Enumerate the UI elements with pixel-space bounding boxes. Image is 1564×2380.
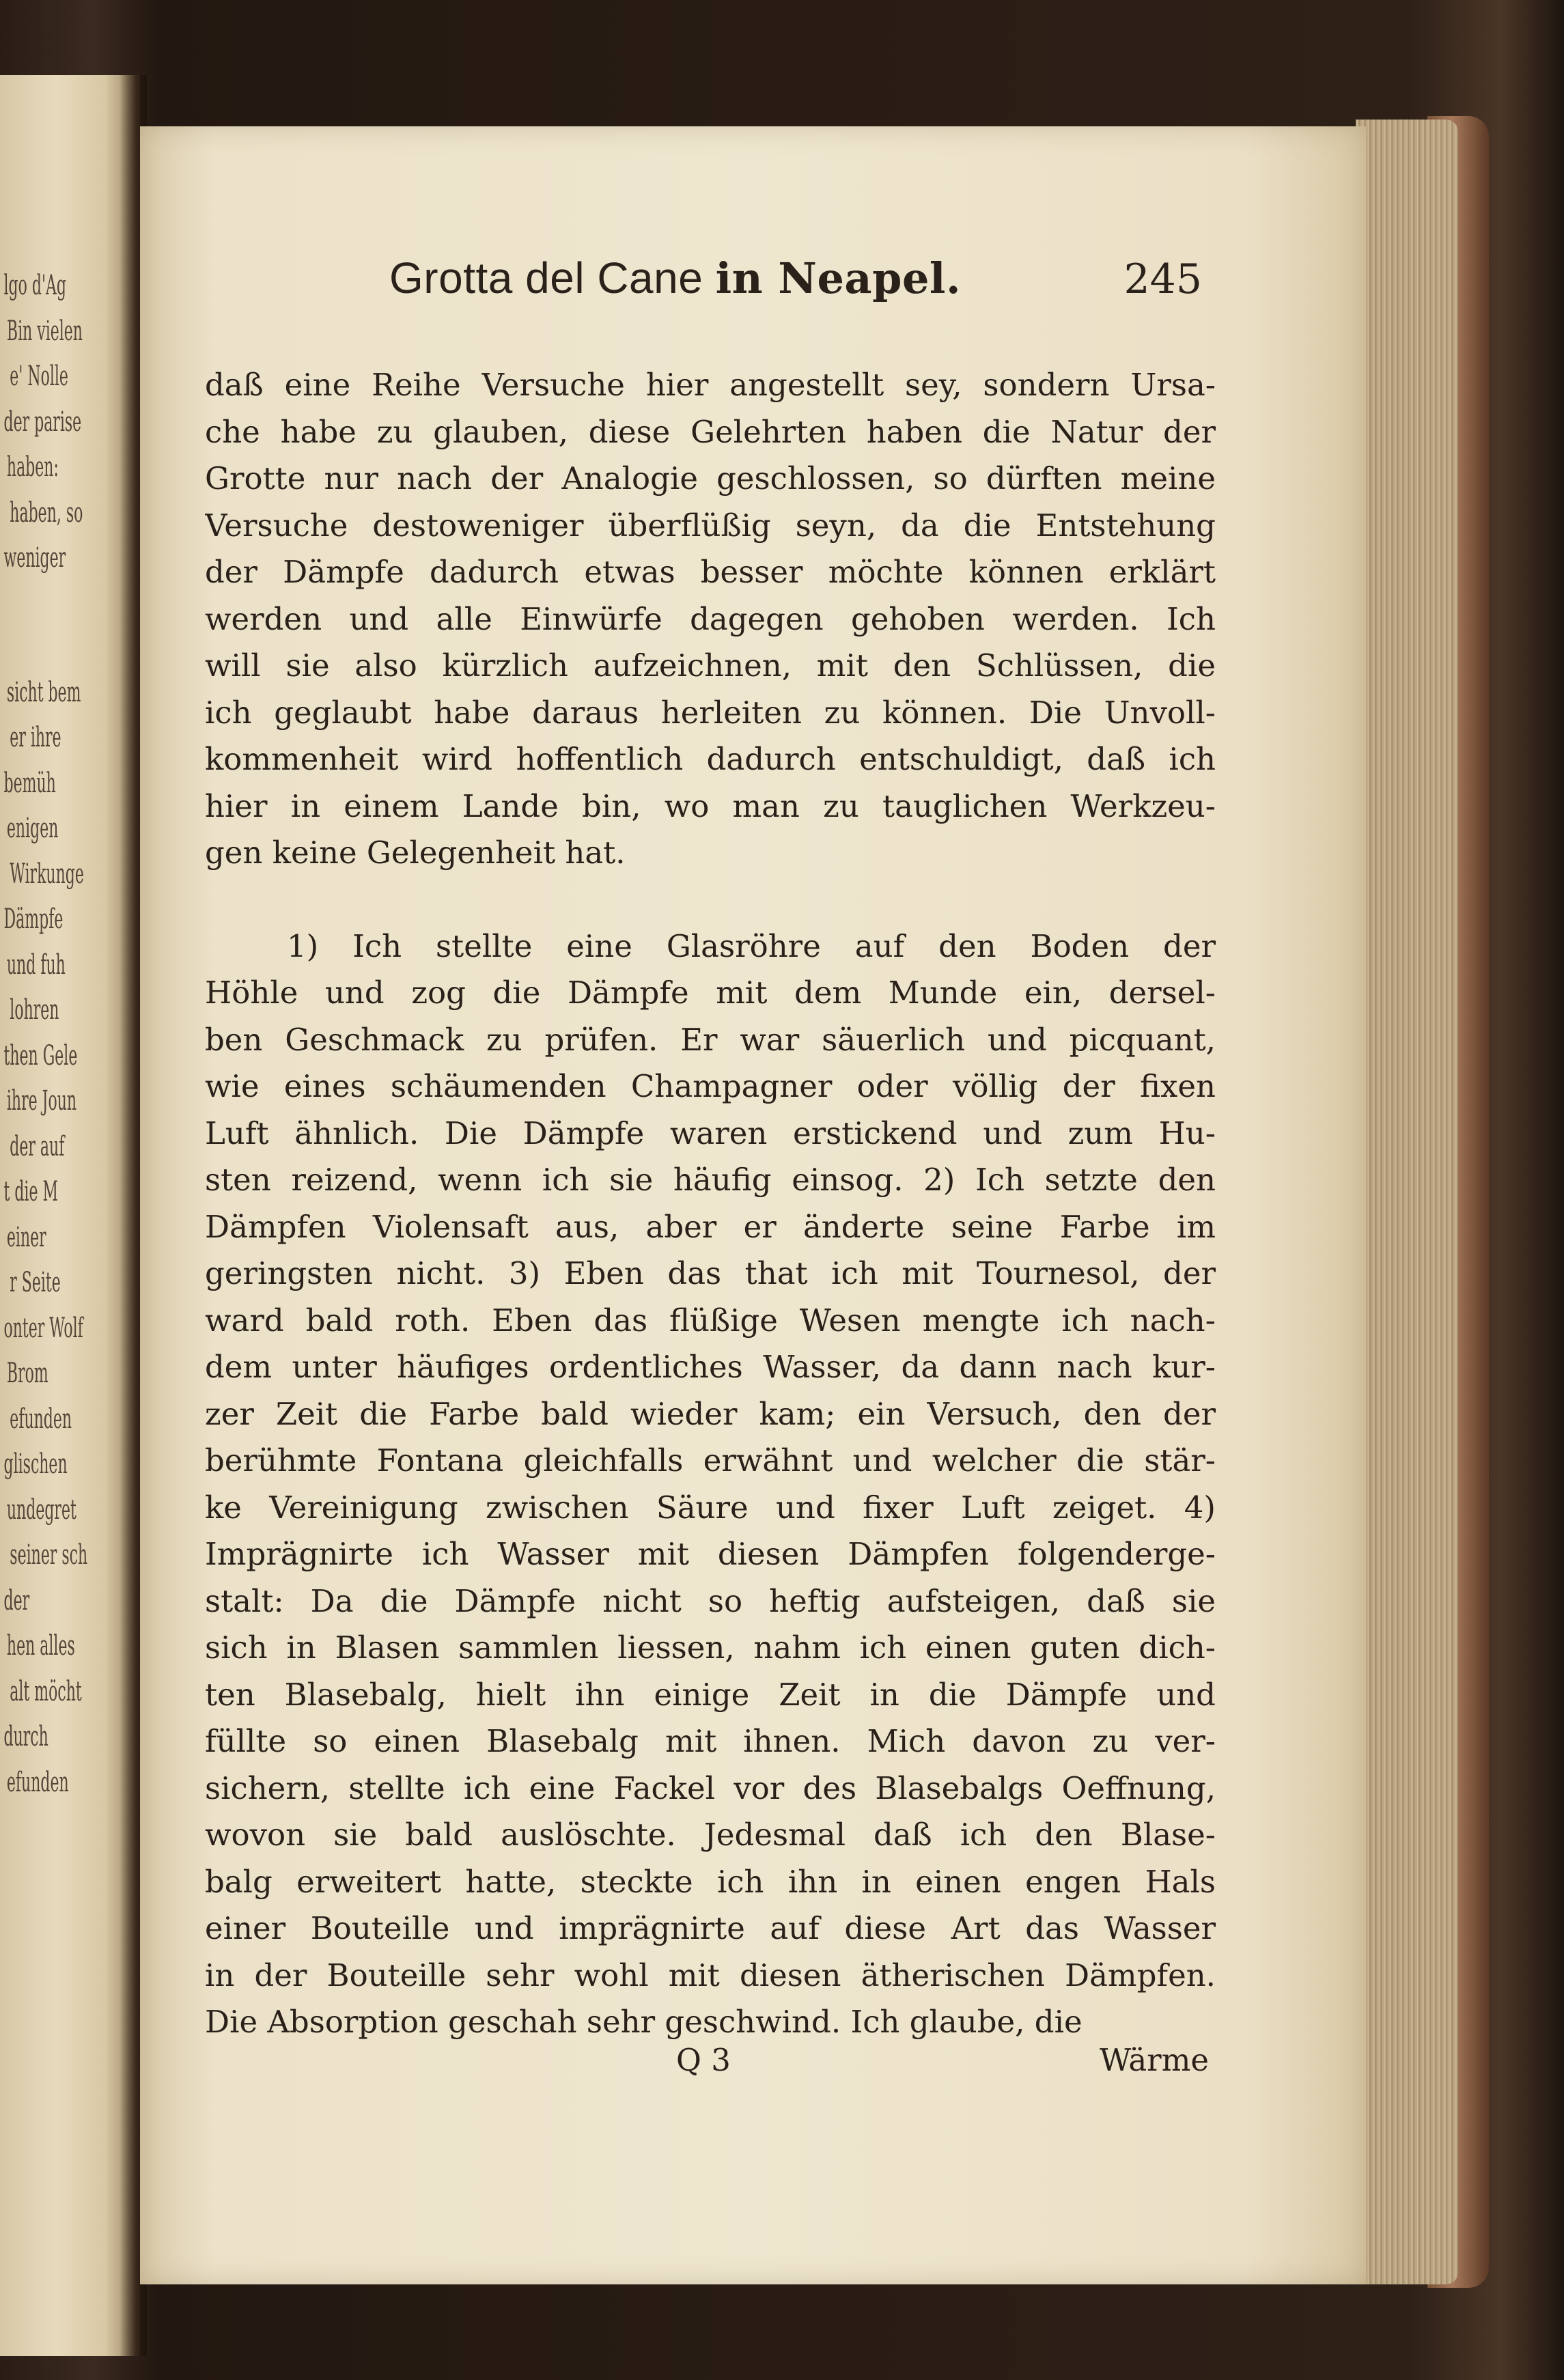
text-line: sichern, stellte ich eine Fackel vor des Blasebalgs Oeffnung, (205, 1769, 1216, 1806)
left-page-fragment-text: glischen (3, 1448, 68, 1480)
text-line: stalt: Da die Dämpfe nicht so heftig aufsteigen, daß sie (205, 1582, 1216, 1619)
text-line: will sie also kürzlich aufzeichnen, mit den Schlüssen, die (205, 647, 1216, 684)
left-page-fragment-text: der auf (10, 1130, 65, 1162)
text-line: ten Blasebalg, hielt ihn einige Zeit in die Dämpfe und (205, 1676, 1216, 1713)
text-line: dem unter häufiges ordentliches Wasser, da dann nach kur- (205, 1349, 1216, 1385)
left-page-fragment-text: bemüh (3, 767, 56, 799)
left-page-fragment-text: durch (3, 1721, 48, 1752)
left-page-fragment-text: Brom (6, 1358, 48, 1389)
left-page-fragment-text: enigen (6, 813, 59, 844)
text-line: Luft ähnlich. Die Dämpfe waren erstickend und zum Hu- (205, 1115, 1216, 1151)
paragraph-1 (205, 362, 1216, 877)
paragraph-gap (205, 877, 1216, 923)
left-page-fragment-text: weniger (3, 542, 66, 574)
running-title-latin: Grotta del Cane (389, 253, 703, 303)
text-line: ich geglaubt habe daraus herleiten zu können. Die Unvoll- (205, 694, 1216, 731)
left-page-fragment-text: sicht bem (6, 676, 81, 708)
text-line: sich in Blasen sammlen liessen, nahm ich einen guten dich- (205, 1629, 1216, 1666)
left-page-fragment-text: Wirkunge (10, 858, 84, 890)
left-page-fragment-text: t die M (3, 1176, 58, 1207)
text-line: in der Bouteille sehr wohl mit diesen ätherischen Dämpfen. (205, 1957, 1216, 1993)
running-title-fraktur: in Neapel. (715, 253, 962, 303)
paragraph-2 (205, 923, 1216, 2046)
left-page-fragment-text: then Gele (3, 1039, 78, 1072)
text-line: der Dämpfe dadurch etwas besser möchte können erklärt (205, 554, 1216, 590)
left-page-fragment-text: e' Nolle (10, 361, 68, 392)
text-line: ben Geschmack zu prüfen. Er war säuerlich und picquant, (205, 1021, 1216, 1058)
text-line: balg erweitert hatte, steckte ich ihn in einen engen Hals (205, 1863, 1216, 1900)
text-line: hier in einem Lande bin, wo man zu tauglichen Werkzeu- (205, 787, 1216, 824)
signature-mark: Q 3 (676, 2042, 731, 2078)
text-line: berühmte Fontana gleichfalls erwähnt und welcher die stär- (205, 1442, 1216, 1479)
text-line: Die Absorption geschah sehr geschwind. Ich glaube, die (205, 2004, 1083, 2040)
left-page-fragment-text: Dämpfe (3, 904, 64, 935)
running-header (389, 253, 1202, 314)
text-line: einer Bouteille und imprägnirte auf diese Art das Wasser (205, 1910, 1216, 1946)
left-page-fragment-text: der parise (3, 406, 82, 438)
text-line: Dämpfen Violensaft aus, aber er änderte seine Farbe im (205, 1208, 1216, 1245)
text-line: wie eines schäumenden Champagner oder völlig der fixen (205, 1068, 1216, 1104)
text-line: Grotte nur nach der Analogie geschlossen, so dürften meine (205, 460, 1216, 496)
page-footer (205, 2042, 1209, 2090)
left-page-fragment-text: er ihre (10, 722, 61, 753)
left-page-fragment-text: seiner sch (10, 1539, 88, 1571)
left-page-fragment-text: alt möcht (10, 1675, 82, 1707)
left-page-fragment-text: der (3, 1584, 30, 1616)
left-page-fragment-text: onter Wolf (3, 1312, 83, 1344)
text-line: 1) Ich stellte eine Glasröhre auf den Boden der (287, 927, 1216, 964)
catchword: Wärme (1100, 2042, 1209, 2078)
left-page-fragment-text: haben: (6, 451, 59, 483)
text-line: geringsten nicht. 3) Eben das that ich mit Tournesol, der (205, 1255, 1216, 1291)
text-line: zer Zeit die Farbe bald wieder kam; ein Versuch, den der (205, 1395, 1216, 1432)
left-page-fragment-text: undegret (6, 1494, 76, 1526)
text-line: wovon sie bald auslöschte. Jedesmal daß ich den Blase- (205, 1817, 1216, 1853)
left-page-fragment-text: lgo d'Ag (3, 270, 66, 301)
text-line: gen keine Gelegenheit hat. (205, 835, 626, 871)
left-page-fragment-text: hen alles (6, 1630, 75, 1662)
left-page-fragment-text: r Seite (10, 1267, 61, 1298)
text-line: ward bald roth. Eben das flüßige Wesen mengte ich nach- (205, 1302, 1216, 1339)
page-number: 245 (1123, 255, 1202, 303)
left-page-fragment-text: lohren (10, 994, 59, 1026)
left-page-fragment-text: Bin vielen (6, 315, 83, 347)
left-page-fragment-text: und fuh (6, 949, 66, 981)
left-page-fragment-text: haben, so (10, 496, 83, 529)
left-page-fragment-text: efunden (10, 1403, 72, 1435)
text-line: füllte so einen Blasebalg mit ihnen. Mich davon zu ver- (205, 1723, 1216, 1759)
text-line: che habe zu glauben, diese Gelehrten haben die Natur der (205, 413, 1216, 450)
text-line: Höhle und zog die Dämpfe mit dem Munde ein, dersel- (205, 975, 1216, 1011)
text-line: Imprägnirte ich Wasser mit diesen Dämpfen folgenderge- (205, 1536, 1216, 1572)
text-line: ke Vereinigung zwischen Säure und fixer Luft zeiget. 4) (205, 1489, 1216, 1526)
text-line: kommenheit wird hoffentlich dadurch entschuldigt, daß ich (205, 741, 1216, 777)
text-line: werden und alle Einwürfe dagegen gehoben werden. Ich (205, 600, 1216, 637)
running-title (389, 253, 961, 303)
text-line: sten reizend, wenn ich sie häufig einsog. 2) Ich setzte den (205, 1162, 1216, 1198)
body-text (205, 362, 1216, 2046)
text-line: daß eine Reihe Versuche hier angestellt sey, sondern Ursa- (205, 367, 1216, 403)
text-line: Versuche destoweniger überflüßig seyn, da die Entstehung (205, 507, 1216, 544)
left-page-fragment-text: einer (6, 1221, 46, 1253)
page-fore-edge (1356, 120, 1458, 2284)
left-page-fragment-text: efunden (6, 1766, 69, 1798)
left-page-fragment-text: ihre Joun (6, 1085, 77, 1117)
